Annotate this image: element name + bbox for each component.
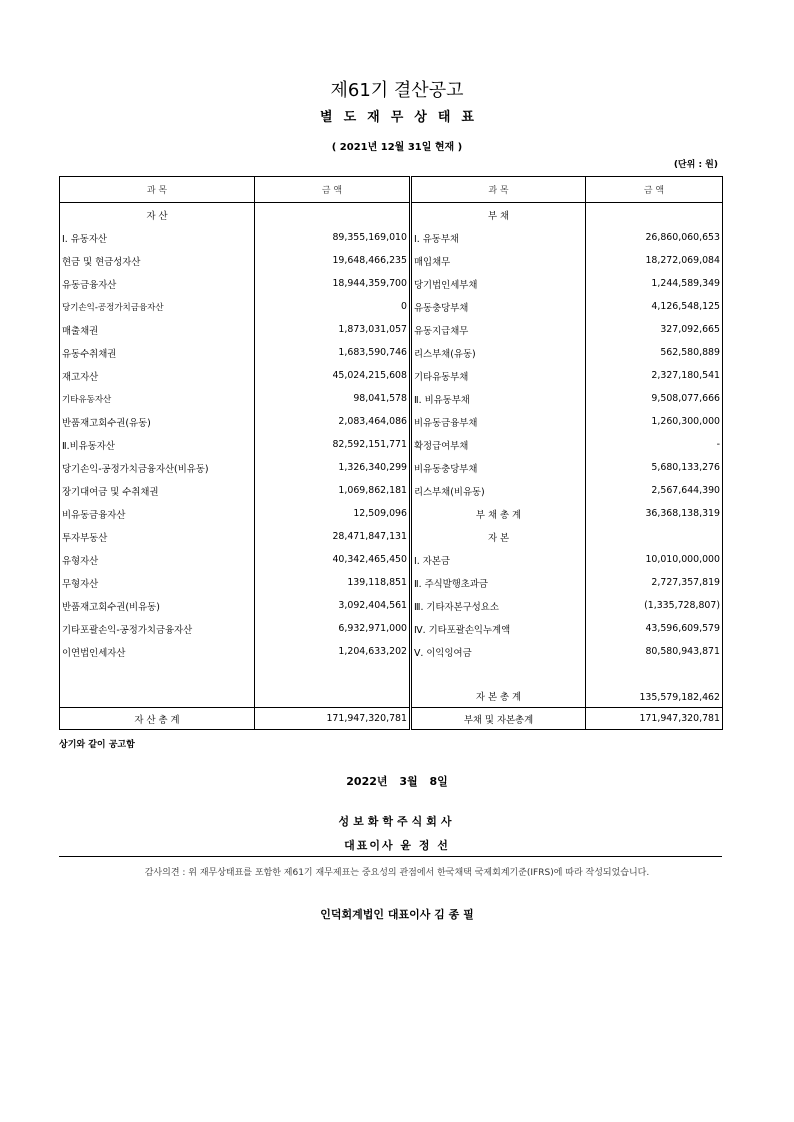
liability-equity-account-label: Ⅱ. 주식발행초과금 [411,571,586,594]
ceo-name: 대표이사 윤 정 선 [344,839,450,852]
asset-account-label: 반품재고회수권(유동) [60,410,255,433]
asset-amount: 18,944,359,700 [255,272,411,295]
asset-account-label: 투자부동산 [60,525,255,548]
statement-title: 별도재무상태표 [320,110,485,125]
asset-total-label: 자 산 총 계 [60,708,255,730]
liability-equity-account-label: 기타유동부채 [411,364,586,387]
asset-account-label: 매출채권 [60,318,255,341]
audit-opinion: 감사의견 : 위 재무상태표를 포함한 제61기 재무제표는 중요성의 관점에서 한국채택 국제회계기준(IFRS)에 따라 작성되었습니다. [144,868,650,878]
page-title: 제61기 결산공고 [330,80,464,101]
table-row [60,479,723,502]
liability-equity-amount: 4,126,548,125 [586,295,723,318]
asset-account-label: Ⅱ.비유동자산 [60,433,255,456]
liability-equity-account-label: Ⅳ. 기타포괄손익누계액 [411,617,586,640]
as-of-date: ( 2021년 12월 31일 현재 ) [331,142,463,153]
col-header-right-account: 과 목 [411,177,586,203]
asset-account-label: 반품재고회수권(비유동) [60,594,255,617]
table-row [60,640,723,663]
asset-amount: 12,509,096 [255,502,411,525]
table-row [60,341,723,364]
asset-account-label: 기타유동자산 [60,387,255,410]
asset-amount: 19,648,466,235 [255,249,411,272]
asset-account-label: 유동수취채권 [60,341,255,364]
section-assets: 자 산 [60,203,255,227]
liability-equity-amount: 1,260,300,000 [586,410,723,433]
asset-account-label: Ⅰ. 유동자산 [60,226,255,249]
divider [59,856,722,857]
asset-account-label: 현금 및 현금성자산 [60,249,255,272]
asset-amount: 139,118,851 [255,571,411,594]
table-row [60,295,723,318]
col-header-left-amount: 금 액 [255,177,411,203]
currency-unit: (단위 : 원) [673,160,718,170]
liability-equity-amount: 1,244,589,349 [586,272,723,295]
asset-amount: 1,204,633,202 [255,640,411,663]
asset-amount: 3,092,404,561 [255,594,411,617]
table-row [60,456,723,479]
table-row [60,318,723,341]
liability-equity-account-label: Ⅰ. 자본금 [411,548,586,571]
table-row [60,525,723,548]
announcement-note: 상기와 같이 공고함 [59,740,135,750]
liability-equity-amount [586,525,723,548]
liab-equity-total-amount: 171,947,320,781 [586,708,723,730]
table-row [60,571,723,594]
asset-amount: 2,083,464,086 [255,410,411,433]
table-row [60,226,723,249]
equity-total-amount: 135,579,182,462 [586,663,723,708]
liability-equity-amount: 327,092,665 [586,318,723,341]
col-header-left-account: 과 목 [60,177,255,203]
table-row [60,249,723,272]
asset-account-label: 무형자산 [60,571,255,594]
table-row [60,502,723,525]
liability-equity-amount: (1,335,728,807) [586,594,723,617]
announcement-date: 2022년 3월 8일 [346,775,448,788]
asset-account-label: 유동금융자산 [60,272,255,295]
liability-equity-amount: 80,580,943,871 [586,640,723,663]
liability-equity-account-label: Ⅰ. 유동부채 [411,226,586,249]
liability-equity-amount: 26,860,060,653 [586,226,723,249]
asset-amount: 98,041,578 [255,387,411,410]
asset-amount: 1,873,031,057 [255,318,411,341]
asset-account-label: 당기손익-공정가치금융자산(비유동) [60,456,255,479]
asset-account-label: 유형자산 [60,548,255,571]
asset-amount: 45,024,215,608 [255,364,411,387]
liability-equity-amount: 5,680,133,276 [586,456,723,479]
grand-total-row [60,708,723,730]
company-name: 성보화학주식회사 [338,815,456,828]
liability-equity-account-label: 부 채 총 계 [411,502,586,525]
liability-equity-account-label: 유동지급채무 [411,318,586,341]
table-row [60,410,723,433]
asset-amount: 40,342,465,450 [255,548,411,571]
col-header-right-amount: 금 액 [586,177,723,203]
liability-equity-account-label: 당기법인세부채 [411,272,586,295]
section-liabilities: 부 채 [411,203,586,227]
liability-equity-amount: 2,327,180,541 [586,364,723,387]
liability-equity-account-label: 리스부채(유동) [411,341,586,364]
table-row [60,617,723,640]
table-row [60,433,723,456]
asset-account-label: 장기대여금 및 수취채권 [60,479,255,502]
asset-account-label: 기타포괄손익-공정가치금융자산 [60,617,255,640]
asset-account-label: 이연법인세자산 [60,640,255,663]
table-header-row [60,177,723,203]
liability-equity-amount: 2,727,357,819 [586,571,723,594]
liability-equity-account-label: 비유동충당부채 [411,456,586,479]
table-row [60,272,723,295]
liability-equity-account-label: 유동충당부채 [411,295,586,318]
asset-amount: 89,355,169,010 [255,226,411,249]
equity-total-row [60,663,723,708]
asset-account-label: 재고자산 [60,364,255,387]
liability-equity-amount: 2,567,644,390 [586,479,723,502]
asset-amount: 28,471,847,131 [255,525,411,548]
liability-equity-account-label: Ⅴ. 이익잉여금 [411,640,586,663]
asset-account-label: 비유동금융자산 [60,502,255,525]
liability-equity-account-label: 확정급여부채 [411,433,586,456]
equity-total-label: 자 본 총 계 [411,663,586,708]
asset-account-label: 당기손익-공정가치금융자산 [60,295,255,318]
asset-amount: 1,683,590,746 [255,341,411,364]
liability-equity-amount: 43,596,609,579 [586,617,723,640]
liability-equity-amount: - [586,433,723,456]
asset-total-amount: 171,947,320,781 [255,708,411,730]
liability-equity-amount: 18,272,069,084 [586,249,723,272]
liab-equity-total-label: 부채 및 자본총계 [411,708,586,730]
auditor-name: 인덕회계법인 대표이사 김 종 필 [320,908,474,921]
asset-amount: 82,592,151,771 [255,433,411,456]
liability-equity-account-label: 비유동금융부채 [411,410,586,433]
asset-amount: 0 [255,295,411,318]
section-row [60,203,723,227]
liability-equity-account-label: 매입채무 [411,249,586,272]
liability-equity-account-label: 리스부채(비유동) [411,479,586,502]
liability-equity-amount: 9,508,077,666 [586,387,723,410]
liability-equity-amount: 36,368,138,319 [586,502,723,525]
table-row [60,548,723,571]
asset-amount: 6,932,971,000 [255,617,411,640]
liability-equity-account-label: Ⅲ. 기타자본구성요소 [411,594,586,617]
liability-equity-amount: 562,580,889 [586,341,723,364]
table-row [60,594,723,617]
liability-equity-account-label: Ⅱ. 비유동부채 [411,387,586,410]
table-row [60,364,723,387]
liability-equity-account-label: 자 본 [411,525,586,548]
asset-amount: 1,326,340,299 [255,456,411,479]
asset-amount: 1,069,862,181 [255,479,411,502]
liability-equity-amount: 10,010,000,000 [586,548,723,571]
table-row [60,387,723,410]
balance-sheet-table [59,176,723,730]
